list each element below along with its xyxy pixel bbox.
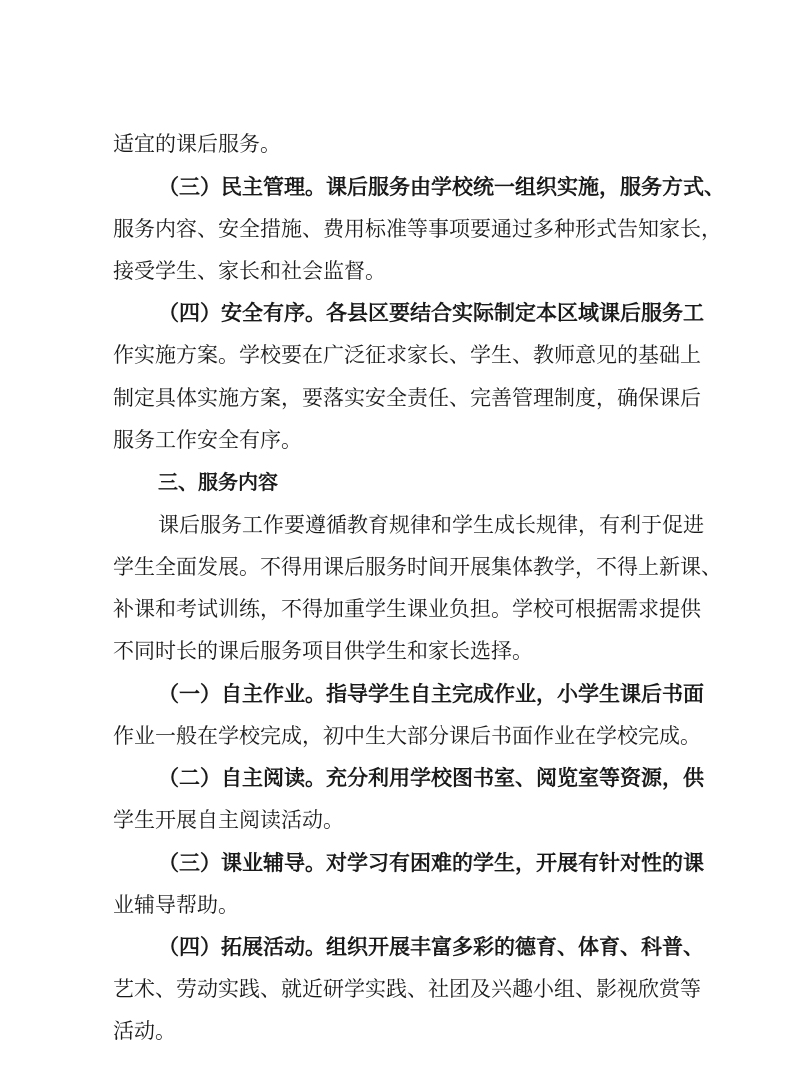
- text-line: （二）自主阅读。充分利用学校图书室、阅览室等资源，供: [158, 766, 704, 790]
- text-line: 艺术、劳动实践、就近研学实践、社团及兴趣小组、影视欣赏等: [113, 977, 701, 1001]
- text-line: 作业一般在学校完成，初中生大部分课后书面作业在学校完成。: [113, 724, 701, 748]
- text-line: 作实施方案。学校要在广泛征求家长、学生、教师意见的基础上: [113, 343, 701, 367]
- text-line: 学生开展自主阅读活动。: [113, 808, 344, 832]
- text-line: 不同时长的课后服务项目供学生和家长选择。: [113, 639, 533, 663]
- text-line: 补课和考试训练，不得加重学生课业负担。学校可根据需求提供: [113, 597, 701, 621]
- text-line: 课后服务工作要遵循教育规律和学生成长规律，有利于促进: [158, 513, 704, 537]
- section-heading: 三、服务内容: [158, 470, 278, 494]
- text-line: 接受学生、家长和社会监督。: [113, 259, 386, 283]
- text-line: 适宜的课后服务。: [113, 132, 281, 156]
- text-line: （三）课业辅导。对学习有困难的学生，开展有针对性的课: [158, 851, 704, 875]
- text-line: 活动。: [113, 1019, 176, 1043]
- text-line: 学生全面发展。不得用课后服务时间开展集体教学，不得上新课、: [113, 555, 722, 579]
- text-line: （四）安全有序。各县区要结合实际制定本区域课后服务工: [158, 301, 704, 325]
- text-line: 服务工作安全有序。: [113, 428, 302, 452]
- text-line: （一）自主作业。指导学生自主完成作业，小学生课后书面: [158, 682, 704, 706]
- text-line: 业辅导帮助。: [113, 893, 239, 917]
- text-line: （四）拓展活动。组织开展丰富多彩的德育、体育、科普、: [158, 935, 704, 959]
- text-line: 制定具体实施方案，要落实安全责任、完善管理制度，确保课后: [113, 386, 701, 410]
- text-line: 服务内容、安全措施、费用标准等事项要通过多种形式告知家长，: [113, 217, 722, 241]
- text-line: （三）民主管理。课后服务由学校统一组织实施，服务方式、: [158, 175, 725, 199]
